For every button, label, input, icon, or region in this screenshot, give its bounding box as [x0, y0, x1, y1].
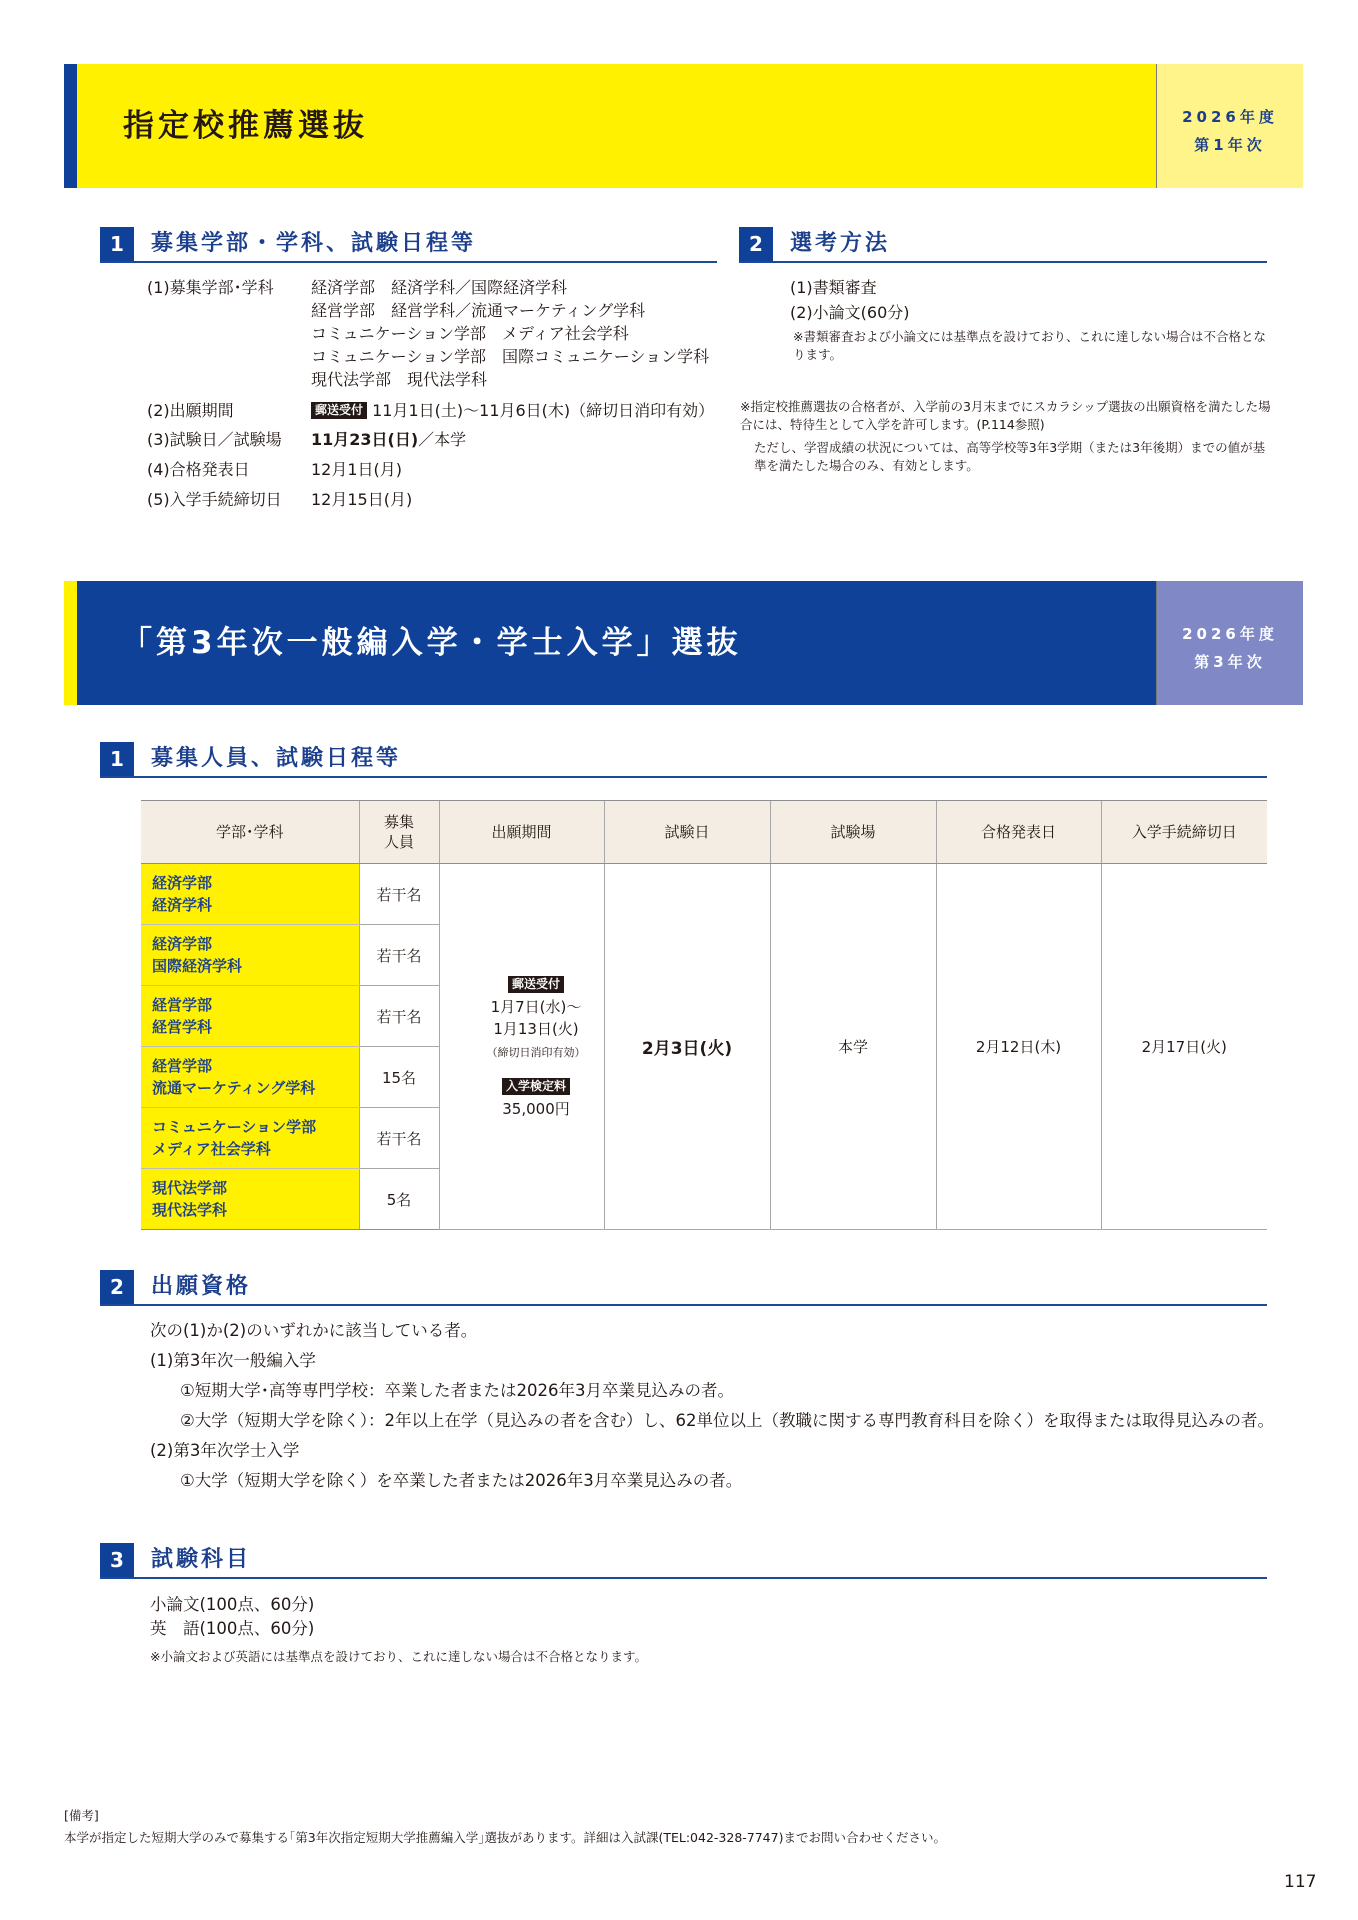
banner-grade: 第1年次: [1194, 136, 1266, 154]
section-title: 募集人員、試験日程等: [151, 746, 402, 771]
eligibility-line: (2)第3年次学士入学: [150, 1441, 300, 1460]
page-number: 117: [1284, 1872, 1317, 1892]
department-cell: 経済学部 国際経済学科: [141, 925, 359, 986]
section-heading-eligibility: [100, 1270, 1267, 1306]
selection-note: ※書類審査および小論文には基準点を設けており、これに達しない場合は不合格となります。: [793, 329, 1266, 362]
header-period: 出願期間: [439, 801, 604, 864]
section-heading-schedule: [100, 742, 1267, 778]
eligibility-line: ②大学（短期大学を除く）：2年以上在学（見込みの者を含む）し、62単位以上（教職に関する専門教育科目を除く）を取得または取得見込みの者。: [180, 1411, 1275, 1430]
dept-line: コミュニケーション学部 国際コミュニケーション学科: [311, 347, 710, 366]
banner-stripe: [64, 64, 77, 188]
item-label: (1)募集学部･学科: [147, 278, 274, 297]
result-date-cell: 2月12日(木): [936, 864, 1101, 1230]
section-title: 募集学部・学科、試験日程等: [151, 231, 477, 256]
mail-tag: 郵送受付: [508, 976, 564, 993]
fee-value: 35,000円: [502, 1099, 570, 1118]
selection-item: (2)小論文(60分): [790, 303, 910, 322]
capacity-cell: 15名: [359, 1047, 439, 1108]
header-exam-date: 試験日: [604, 801, 770, 864]
item-label: (2)出願期間: [147, 401, 234, 420]
banner-title: 指定校推薦選抜: [123, 108, 368, 144]
department-cell: 経営学部 経営学科: [141, 986, 359, 1047]
period-start: 1月7日(水)～: [490, 997, 582, 1016]
subject-line: 小論文(100点、60分): [150, 1595, 315, 1614]
banner-year-box: [1156, 64, 1303, 188]
header-result-date: 合格発表日: [936, 801, 1101, 864]
section-number: 1: [100, 742, 134, 776]
dept-line: 経営学部 経営学科／流通マーケティング学科: [311, 301, 646, 320]
footer-text: 本学が指定した短期大学のみで募集する｢第3年次指定短期大学推薦編入学｣選抜があります。詳細は入試課(TEL:042-328-7747)までお問い合わせください。: [64, 1830, 946, 1845]
section-title: 出願資格: [151, 1274, 252, 1299]
section-heading-selection: [739, 227, 1267, 263]
schedule-table: [141, 800, 1267, 1230]
dept-line: 経済学部 経済学科／国際経済学科: [311, 278, 568, 297]
period-cell: [439, 864, 604, 1230]
section-title: 試験科目: [151, 1547, 252, 1572]
banner-transfer: [64, 581, 1302, 705]
banner-year: 2026年度: [1182, 625, 1278, 643]
period-note: （締切日消印有効）: [486, 1045, 586, 1059]
application-period-value: 11月1日(土)～11月6日(木)（締切日消印有効）: [372, 401, 715, 420]
banner-main: [77, 581, 1156, 705]
footer-head: [備考]: [64, 1808, 99, 1823]
dept-line: 現代法学部 現代法学科: [311, 370, 488, 389]
enroll-deadline: 12月15日(月): [311, 490, 413, 509]
section-number: 2: [739, 227, 773, 261]
eligibility-line: ①大学（短期大学を除く）を卒業した者または2026年3月卒業見込みの者。: [180, 1471, 743, 1490]
exam-date-bold: 11月23日(日): [311, 430, 419, 449]
result-date: 12月1日(月): [311, 460, 403, 479]
section-number: 3: [100, 1543, 134, 1577]
scholarship-note: ※指定校推薦選抜の合格者が、入学前の3月末までにスカラシップ選抜の出願資格を満たした場合には、特待生として入学を許可します。(P.114参照): [740, 399, 1271, 432]
table-header-row: [141, 801, 1267, 864]
capacity-cell: 若干名: [359, 1108, 439, 1169]
subject-line: 英 語(100点、60分): [150, 1619, 315, 1638]
header-capacity: 募集人員: [359, 801, 439, 864]
dept-line: コミュニケーション学部 メディア社会学科: [311, 324, 629, 343]
section-title: 選考方法: [790, 231, 891, 256]
banner-title: 「第3年次一般編入学・学士入学」選抜: [121, 625, 742, 661]
department-cell: 経済学部 経済学科: [141, 864, 359, 925]
subject-note: ※小論文および英語には基準点を設けており、これに達しない場合は不合格となります。: [150, 1649, 647, 1664]
exam-date-cell: 2月3日(火): [604, 864, 770, 1230]
department-cell: コミュニケーション学部 メディア社会学科: [141, 1108, 359, 1169]
exam-date: [311, 429, 466, 451]
item-label: (5)入学手続締切日: [147, 490, 282, 509]
section-number: 2: [100, 1270, 134, 1304]
capacity-cell: 若干名: [359, 864, 439, 925]
eligibility-line: ①短期大学･高等専門学校：卒業した者または2026年3月卒業見込みの者。: [180, 1381, 735, 1400]
deadline-cell: 2月17日(火): [1101, 864, 1267, 1230]
banner-year-box: [1156, 581, 1303, 705]
banner-stripe: [64, 581, 77, 705]
header-deadline: 入学手続締切日: [1101, 801, 1267, 864]
capacity-cell: 5名: [359, 1169, 439, 1230]
banner-main: [77, 64, 1156, 188]
exam-venue: ／本学: [418, 430, 467, 449]
section-heading-recruit: [100, 227, 717, 263]
department-cell: 経営学部 流通マーケティング学科: [141, 1047, 359, 1108]
eligibility-line: 次の(1)か(2)のいずれかに該当している者。: [150, 1321, 478, 1340]
fee-tag: 入学検定料: [502, 1078, 570, 1095]
item-label: (4)合格発表日: [147, 460, 250, 479]
item-label: (3)試験日／試験場: [147, 430, 282, 449]
section-number: 1: [100, 227, 134, 261]
period-end: 1月13日(火): [493, 1019, 579, 1038]
venue-cell: 本学: [770, 864, 936, 1230]
banner-grade: 第3年次: [1194, 653, 1266, 671]
header-department: 学部･学科: [141, 801, 359, 864]
banner-designated-school: [64, 64, 1302, 188]
table-row: [141, 864, 1267, 925]
banner-year: 2026年度: [1182, 108, 1278, 126]
mail-tag: 郵送受付: [311, 402, 367, 419]
capacity-cell: 若干名: [359, 925, 439, 986]
header-venue: 試験場: [770, 801, 936, 864]
section-heading-subjects: [100, 1543, 1267, 1579]
capacity-cell: 若干名: [359, 986, 439, 1047]
selection-item: (1)書類審査: [790, 278, 877, 297]
scholarship-note-2: ただし、学習成績の状況については、高等学校等3年3学期（または3年後期）までの値が基準を満たした場合のみ、有効とします。: [754, 440, 1266, 473]
department-cell: 現代法学部 現代法学科: [141, 1169, 359, 1230]
eligibility-line: (1)第3年次一般編入学: [150, 1351, 316, 1370]
application-period: [311, 400, 714, 422]
